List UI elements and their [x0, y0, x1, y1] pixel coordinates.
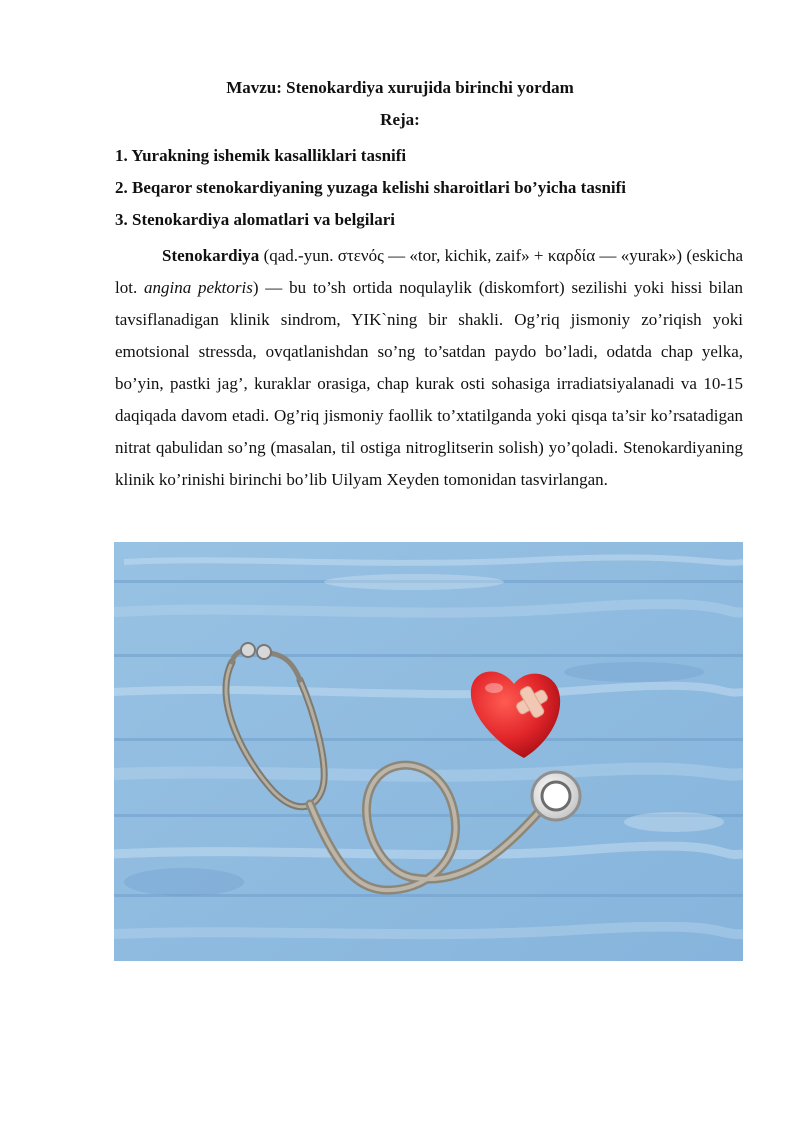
body-paragraph — [115, 240, 743, 496]
paragraph-text-part2: ) — bu to’sh ortida noqulaylik (diskomfort) sezilishi yoki hissi bilan tavsiflanadigan klinik sindrom, YIK`ning bir shakli. Og’riq jismoniy zo’riqish yoki emotsional stressda, ovqatlanishdan so’ng to’satdan paydo bo’ladi, odatda chap yelka, bo’yin, pastki jag’, kuraklar orasiga, chap kurak osti sohasiga irradiatsiyalanadi va 10-15 daqiqada davom etadi. Og’riq jismoniy faollik to’xtatilganda yoki qisqa ta’sir ko’rsatadigan nitrat qabulidan so’ng (masalan, til ostiga nitroglitserin solish) yo’qoladi. Stenokardiyaning klinik ko’rinishi birinchi bo’lib Uilyam Xeyden tomonidan tasvirlangan. — [115, 278, 743, 489]
chestpiece — [532, 772, 580, 820]
document-title: Mavzu: Stenokardiya xurujida birinchi yordam — [226, 78, 574, 97]
plan-heading: Reja: — [380, 110, 420, 129]
latin-term: angina pektoris — [144, 278, 253, 297]
term-stenokardiya: Stenokardiya — [162, 246, 260, 265]
photo-illustration — [114, 542, 743, 961]
plan-list — [115, 140, 755, 236]
plan-item: 3. Stenokardiya alomatlari va belgilari — [115, 210, 396, 229]
plan-item: 1. Yurakning ishemik kasalliklari tasnifi — [115, 146, 407, 165]
stethoscope-heart-photo — [114, 542, 743, 961]
plan-item: 2. Beqaror stenokardiyaning yuzaga kelishi sharoitlari bo’yicha tasnifi — [115, 178, 627, 197]
paragraph-text-part1: (qad.-yun. στενός — «tor, kichik, zaif» + καρδία — «yurak») (eskicha lot. — [115, 246, 743, 297]
